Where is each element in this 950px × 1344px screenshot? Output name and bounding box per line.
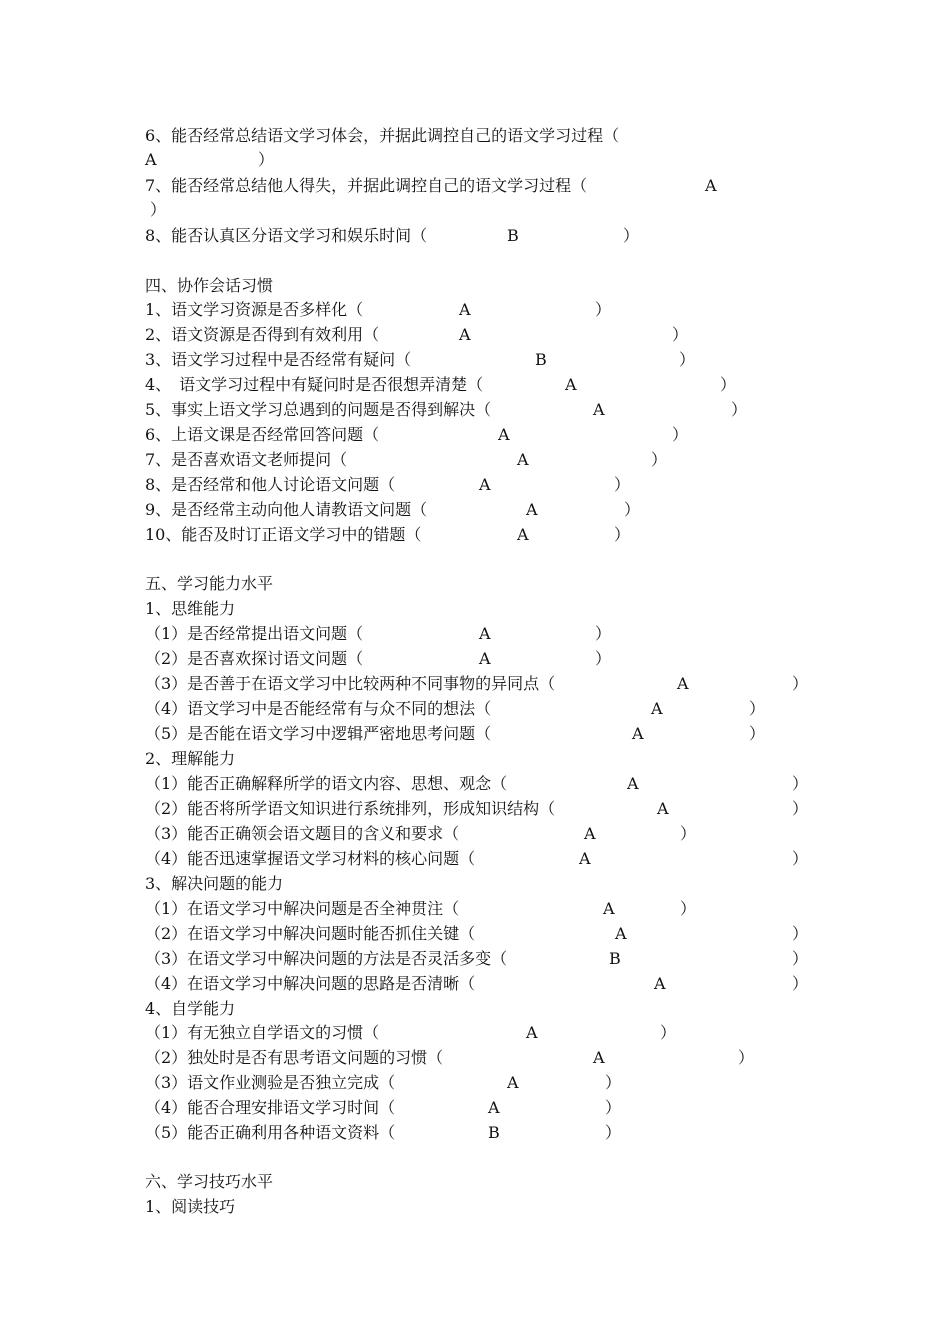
question-text: （4）能否合理安排语文学习时间（ — [145, 1098, 396, 1117]
text-line — [0, 974, 950, 994]
closing-paren: ） — [623, 226, 640, 245]
closing-paren: ） — [792, 774, 809, 793]
answer-letter: A — [657, 799, 669, 818]
closing-paren: ） — [672, 425, 689, 444]
answer-letter: A — [526, 500, 538, 519]
answer-letter: A — [507, 1073, 519, 1092]
question-text: 6、能否经常总结语文学习体会，并据此调控自己的语文学习过程（ — [145, 126, 620, 145]
text-line — [0, 226, 950, 246]
answer-letter: B — [609, 949, 621, 968]
question-text: （3）在语文学习中解决问题的方法是否灵活多变（ — [145, 949, 508, 968]
answer-letter: A — [579, 849, 591, 868]
question-text: （4）在语文学习中解决问题的思路是否清晰（ — [145, 974, 476, 993]
answer-letter: A — [593, 400, 605, 419]
text-line — [0, 999, 950, 1019]
text-line — [0, 475, 950, 495]
question-text: （3）能否正确领会语文题目的含义和要求（ — [145, 824, 460, 843]
question-text: （5）是否能在语文学习中逻辑严密地思考问题（ — [145, 724, 492, 743]
text-line — [0, 375, 950, 395]
question-text: 9、是否经常主动向他人请教语文问题（ — [145, 500, 428, 519]
closing-paren: ） — [150, 200, 167, 219]
question-text: （2）独处时是否有思考语文问题的习惯（ — [145, 1048, 444, 1067]
closing-paren: ） — [679, 350, 696, 369]
text-line — [0, 450, 950, 470]
closing-paren: ） — [595, 624, 612, 643]
text-line — [0, 1023, 950, 1043]
closing-paren: ） — [672, 325, 689, 344]
text-line — [0, 150, 950, 170]
text-line — [0, 674, 950, 694]
closing-paren: ） — [792, 849, 809, 868]
answer-letter: A — [526, 1023, 538, 1042]
closing-paren: ） — [731, 400, 748, 419]
question-text: 8、能否认真区分语文学习和娱乐时间（ — [145, 226, 428, 245]
text-line — [0, 300, 950, 320]
question-text: 2、语文资源是否得到有效利用（ — [145, 325, 380, 344]
answer-letter: A — [479, 649, 491, 668]
question-text: （2）是否喜欢探讨语文问题（ — [145, 649, 364, 668]
text-line — [0, 1197, 950, 1217]
answer-letter: B — [535, 350, 547, 369]
text-line — [0, 500, 950, 520]
closing-paren: ） — [258, 150, 275, 169]
text-line — [0, 200, 950, 220]
closing-paren: ） — [720, 375, 737, 394]
closing-paren: ） — [605, 1123, 622, 1142]
question-text: 4、自学能力 — [145, 999, 236, 1018]
question-text: （2）在语文学习中解决问题时能否抓住关键（ — [145, 924, 476, 943]
text-line — [0, 749, 950, 769]
text-line — [0, 899, 950, 919]
question-text: （1）能否正确解释所学的语文内容、思想、观念（ — [145, 774, 508, 793]
text-line — [0, 874, 950, 894]
answer-letter: B — [488, 1123, 500, 1142]
question-text: 6、上语文课是否经常回答问题（ — [145, 425, 380, 444]
question-text: （1）在语文学习中解决问题是否全神贯注（ — [145, 899, 460, 918]
text-line — [0, 1123, 950, 1143]
text-line — [0, 1073, 950, 1093]
closing-paren: ） — [792, 974, 809, 993]
text-line — [0, 699, 950, 719]
answer-letter: A — [498, 425, 510, 444]
question-text: （2）能否将所学语文知识进行系统排列，形成知识结构（ — [145, 799, 556, 818]
text-line — [0, 325, 950, 345]
text-line — [0, 1098, 950, 1118]
text-line — [0, 126, 950, 146]
text-line — [0, 599, 950, 619]
text-line — [0, 1172, 950, 1192]
answer-letter: A — [603, 899, 615, 918]
text-line — [0, 799, 950, 819]
text-line — [0, 724, 950, 744]
answer-letter: A — [654, 974, 666, 993]
text-line — [0, 624, 950, 644]
text-line — [0, 276, 950, 296]
answer-letter: A — [615, 924, 627, 943]
text-line — [0, 774, 950, 794]
answer-letter: A — [627, 774, 639, 793]
answer-letter: A — [705, 176, 717, 195]
text-line — [0, 949, 950, 969]
question-text: 1、阅读技巧 — [145, 1197, 236, 1216]
text-line — [0, 1048, 950, 1068]
closing-paren: ） — [792, 799, 809, 818]
closing-paren: ） — [792, 674, 809, 693]
answer-letter: A — [459, 300, 471, 319]
text-line — [0, 400, 950, 420]
question-text: （1）是否经常提出语文问题（ — [145, 624, 364, 643]
closing-paren: ） — [749, 699, 766, 718]
question-text: 五、学习能力水平 — [145, 574, 274, 593]
question-text: （4）能否迅速掌握语文学习材料的核心问题（ — [145, 849, 476, 868]
question-text: 3、语文学习过程中是否经常有疑问（ — [145, 350, 412, 369]
answer-letter: A — [479, 475, 491, 494]
answer-letter: A — [593, 1048, 605, 1067]
question-text: 5、事实上语文学习总遇到的问题是否得到解决（ — [145, 400, 492, 419]
text-line — [0, 849, 950, 869]
text-line — [0, 824, 950, 844]
question-text: 8、是否经常和他人讨论语文问题（ — [145, 475, 396, 494]
answer-letter: A — [488, 1098, 500, 1117]
question-text: 四、协作会话习惯 — [145, 276, 274, 295]
closing-paren: ） — [614, 475, 631, 494]
answer-letter: B — [507, 226, 519, 245]
closing-paren: ） — [749, 724, 766, 743]
answer-letter: A — [565, 375, 577, 394]
question-text: 4、 语文学习过程中有疑问时是否很想弄清楚（ — [145, 375, 484, 394]
closing-paren: ） — [680, 824, 697, 843]
question-text: 2、理解能力 — [145, 749, 236, 768]
answer-letter: A — [651, 699, 663, 718]
closing-paren: ） — [605, 1073, 622, 1092]
closing-paren: ） — [680, 899, 697, 918]
question-text: 10、能否及时订正语文学习中的错题（ — [145, 525, 422, 544]
answer-letter: A — [145, 150, 157, 169]
answer-letter: A — [459, 325, 471, 344]
closing-paren: ） — [624, 500, 641, 519]
text-line — [0, 176, 950, 196]
closing-paren: ） — [651, 450, 668, 469]
text-line — [0, 350, 950, 370]
closing-paren: ） — [738, 1048, 755, 1067]
question-text: 六、学习技巧水平 — [145, 1172, 274, 1191]
question-text: 3、解决问题的能力 — [145, 874, 284, 893]
answer-letter: A — [517, 525, 529, 544]
question-text: （4）语文学习中是否能经常有与众不同的想法（ — [145, 699, 492, 718]
answer-letter: A — [517, 450, 529, 469]
closing-paren: ） — [595, 300, 612, 319]
answer-letter: A — [677, 674, 689, 693]
answer-letter: A — [632, 724, 644, 743]
closing-paren: ） — [660, 1023, 677, 1042]
text-line — [0, 924, 950, 944]
question-text: 1、思维能力 — [145, 599, 236, 618]
question-text: （3）是否善于在语文学习中比较两种不同事物的异同点（ — [145, 674, 556, 693]
question-text: （3）语文作业测验是否独立完成（ — [145, 1073, 396, 1092]
closing-paren: ） — [614, 525, 631, 544]
text-line — [0, 425, 950, 445]
question-text: 7、是否喜欢语文老师提问（ — [145, 450, 348, 469]
text-line — [0, 525, 950, 545]
question-text: 7、能否经常总结他人得失，并据此调控自己的语文学习过程（ — [145, 176, 588, 195]
text-line — [0, 649, 950, 669]
closing-paren: ） — [792, 949, 809, 968]
answer-letter: A — [479, 624, 491, 643]
closing-paren: ） — [792, 924, 809, 943]
closing-paren: ） — [605, 1098, 622, 1117]
text-line — [0, 574, 950, 594]
question-text: 1、语文学习资源是否多样化（ — [145, 300, 364, 319]
answer-letter: A — [584, 824, 596, 843]
question-text: （1）有无独立自学语文的习惯（ — [145, 1023, 380, 1042]
question-text: （5）能否正确利用各种语文资料（ — [145, 1123, 396, 1142]
closing-paren: ） — [595, 649, 612, 668]
